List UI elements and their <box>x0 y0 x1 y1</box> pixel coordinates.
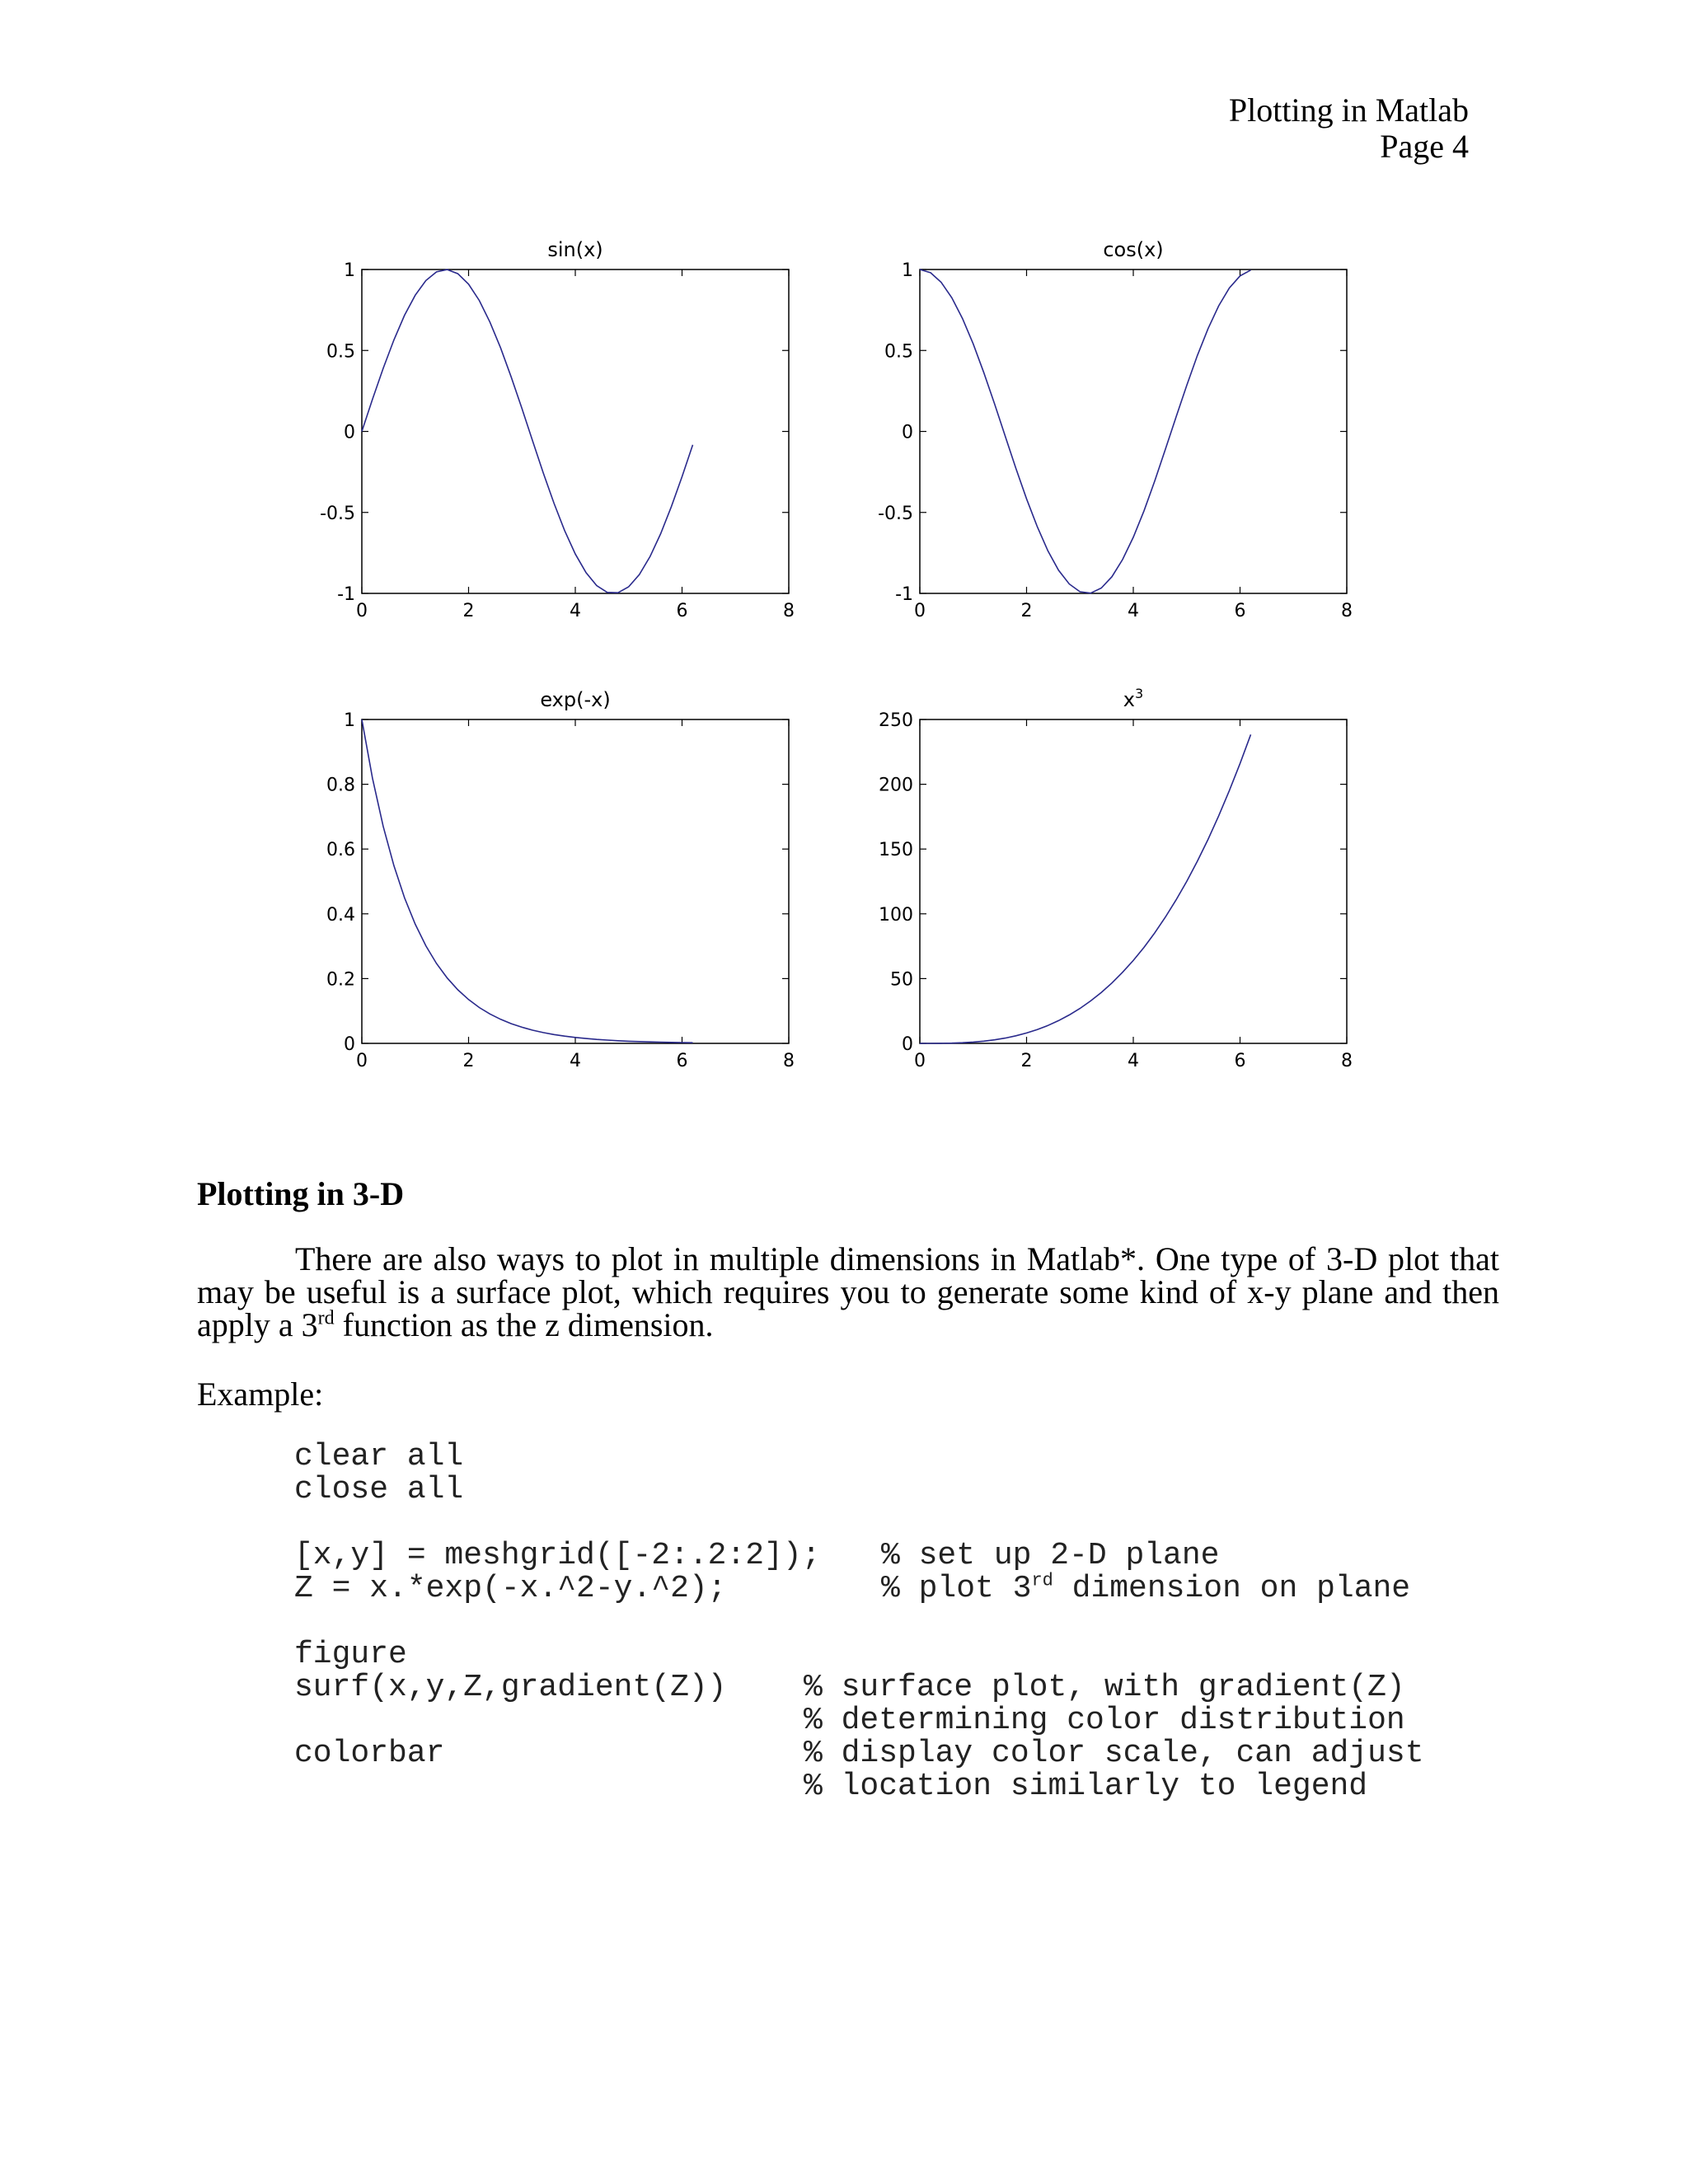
code-line-figure: figure <box>294 1637 407 1672</box>
y-tick-label: 1 <box>902 260 913 281</box>
axes-box <box>920 269 1347 593</box>
y-tick-label: 0.2 <box>326 969 355 991</box>
example-label: Example: <box>197 1376 324 1413</box>
x-tick-label: 2 <box>1020 1051 1033 1071</box>
intro-paragraph <box>197 1240 1499 1343</box>
subplot-1 <box>320 238 795 621</box>
code-comment: % determining color distribution <box>804 1703 1405 1738</box>
y-tick-label: 50 <box>890 969 913 991</box>
code-comment: % surface plot, with gradient(Z) <box>804 1670 1405 1705</box>
x-tick-label: 4 <box>1128 601 1139 621</box>
chart-title <box>540 688 610 711</box>
x-tick-label: 8 <box>783 601 795 621</box>
y-tick-label: 200 <box>879 775 913 796</box>
y-tick-label: 0 <box>344 1034 355 1055</box>
code-comment-superscript: rd <box>1031 1570 1053 1591</box>
series-line <box>362 719 693 1043</box>
x-tick-label: 6 <box>676 601 688 621</box>
x-tick-label: 6 <box>1234 1051 1246 1071</box>
x-tick-label: 2 <box>1020 601 1033 621</box>
x-tick-label: 4 <box>1128 1051 1139 1071</box>
y-tick-label: 150 <box>879 840 913 861</box>
axes-box <box>362 719 789 1043</box>
code-comment: % location similarly to legend <box>804 1769 1368 1804</box>
y-tick-label: 1 <box>344 260 355 281</box>
subplot-4 <box>879 686 1353 1071</box>
x-tick-label: 8 <box>1341 601 1353 621</box>
x-tick-label: 0 <box>914 601 926 621</box>
paragraph-text-a: There are also ways to plot in multiple dimensions in Matlab*. One type of 3-D plot that may be useful is a surface plot, which requires you to generate some kind of x-y plane and then apply a 3 <box>197 1240 1499 1343</box>
code-line-z <box>294 1570 1411 1606</box>
y-tick-label: 0.5 <box>326 341 355 363</box>
code-line-close: close all <box>294 1472 464 1507</box>
header-page-number: Page 4 <box>1380 128 1469 165</box>
x-tick-label: 2 <box>462 601 475 621</box>
series-line <box>920 734 1251 1043</box>
code-text: [x,y] = meshgrid([-2:.2:2]); <box>294 1538 821 1573</box>
x-tick-label: 8 <box>1341 1051 1353 1071</box>
y-tick-label: 0.6 <box>326 840 355 861</box>
code-comment <box>881 1572 1410 1605</box>
chart-title <box>547 238 603 261</box>
y-tick-label: 100 <box>879 904 913 926</box>
x-tick-label: 6 <box>1234 601 1246 621</box>
x-tick-label: 0 <box>914 1051 926 1071</box>
x-tick-label: 4 <box>570 601 581 621</box>
y-tick-label: -0.5 <box>320 503 355 524</box>
code-text: Z = x.*exp(-x.^2-y.^2); <box>294 1571 727 1606</box>
chart-title-text: sin(x) <box>547 238 603 261</box>
y-tick-label: -1 <box>895 584 913 605</box>
code-line-colorbar <box>294 1736 1424 1771</box>
code-line-clear: clear all <box>294 1439 464 1474</box>
y-tick-label: 0.4 <box>326 904 355 926</box>
code-line-surf <box>294 1670 1405 1705</box>
subplot-2 <box>878 238 1353 621</box>
y-tick-label: 250 <box>879 710 913 731</box>
subplot-3 <box>326 688 795 1071</box>
chart-title-text: exp(-x) <box>540 688 611 711</box>
y-tick-label: 1 <box>344 710 355 731</box>
x-tick-label: 2 <box>462 1051 475 1071</box>
y-tick-label: 0 <box>902 422 913 443</box>
x-tick-label: 6 <box>676 1051 688 1071</box>
code-text: colorbar <box>294 1736 445 1771</box>
chart-title-text: x <box>1123 688 1136 711</box>
chart-title <box>1103 238 1163 261</box>
code-line-meshgrid <box>294 1538 1220 1573</box>
series-line <box>920 269 1251 593</box>
x-tick-label: 4 <box>570 1051 581 1071</box>
chart-title-text: cos(x) <box>1103 238 1164 261</box>
y-tick-label: -1 <box>337 584 355 605</box>
code-comment-b: dimension on plane <box>1053 1571 1411 1606</box>
code-comment: % set up 2-D plane <box>881 1538 1220 1573</box>
y-tick-label: 0.8 <box>326 775 355 796</box>
chart-title <box>1123 686 1143 711</box>
code-text: surf(x,y,Z,gradient(Z)) <box>294 1670 727 1705</box>
y-tick-label: 0.5 <box>884 341 913 363</box>
y-tick-label: -0.5 <box>878 503 913 524</box>
code-comment-a: % plot 3 <box>881 1571 1032 1606</box>
y-tick-label: 0 <box>344 422 355 443</box>
axes-box <box>362 269 789 593</box>
header-title: Plotting in Matlab <box>1228 91 1469 129</box>
chart-title-superscript: 3 <box>1135 686 1144 701</box>
axes-box <box>920 719 1347 1043</box>
paragraph-text-b: function as the z dimension. <box>334 1306 714 1343</box>
x-tick-label: 0 <box>356 601 368 621</box>
paragraph-superscript: rd <box>317 1307 335 1329</box>
x-tick-label: 8 <box>783 1051 795 1071</box>
series-line <box>362 269 693 593</box>
code-comment: % display color scale, can adjust <box>804 1736 1424 1771</box>
x-tick-label: 0 <box>356 1051 368 1071</box>
y-tick-label: 0 <box>902 1034 913 1055</box>
section-heading: Plotting in 3-D <box>197 1175 405 1212</box>
